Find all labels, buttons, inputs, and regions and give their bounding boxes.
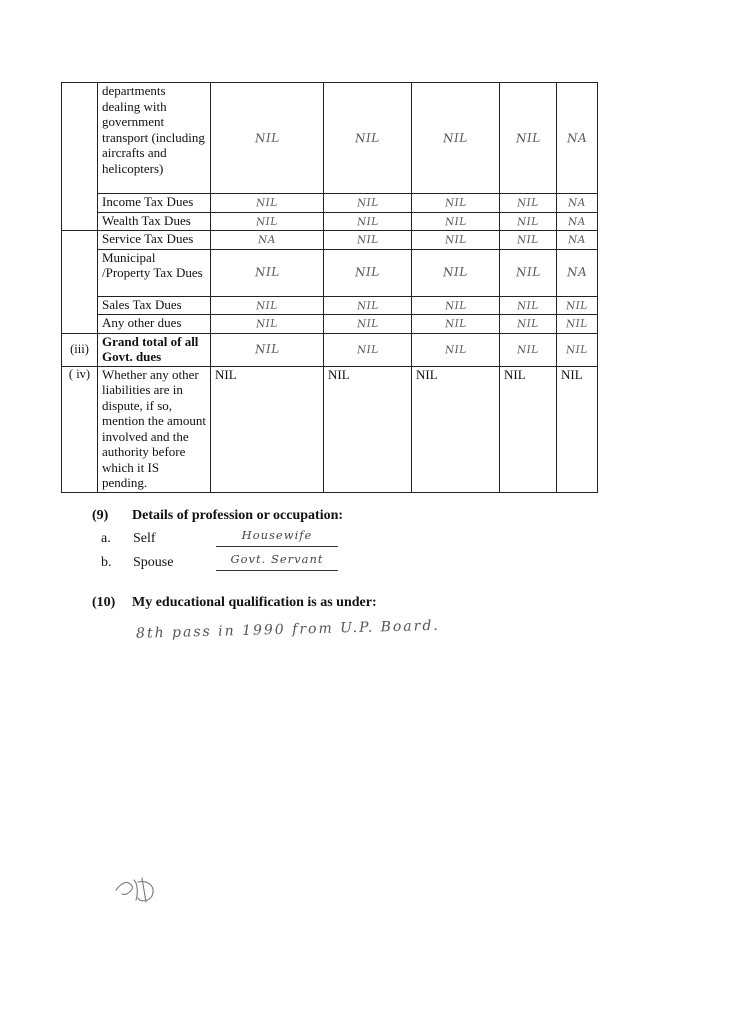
handwritten-value: NIL: [255, 196, 279, 210]
value-cell: [211, 296, 324, 315]
section-title: Details of profession or occupation:: [132, 508, 344, 523]
row-label: Grand total of all Govt. dues: [98, 333, 211, 366]
handwritten-value: NA: [566, 264, 588, 280]
handwritten-value: NIL: [442, 130, 469, 146]
value-cell: [412, 194, 500, 213]
handwritten-value: NIL: [516, 299, 540, 312]
handwritten-value: NIL: [356, 343, 379, 357]
handwritten-value: NIL: [516, 233, 540, 247]
handwritten-value: NIL: [516, 317, 540, 331]
value-cell: NIL: [412, 366, 500, 492]
section-index: (10): [92, 595, 116, 610]
initials-signature: [112, 872, 164, 906]
handwritten-value: NIL: [516, 215, 540, 228]
table-row: [62, 315, 598, 334]
handwritten-value: NIL: [565, 343, 589, 357]
handwritten-value: NIL: [255, 317, 279, 331]
handwritten-value: NIL: [356, 233, 379, 247]
table-row: [62, 83, 598, 194]
handwritten-value: NIL: [356, 215, 379, 228]
handwritten-value: NIL: [515, 264, 541, 280]
row-label: Income Tax Dues: [98, 194, 211, 213]
value-cell: [500, 296, 557, 315]
value-cell: [211, 83, 324, 194]
handwritten-value: NA: [257, 233, 277, 247]
table-body: [62, 83, 598, 493]
table-row: [62, 249, 598, 296]
row-number: [62, 83, 98, 231]
value-cell: [211, 194, 324, 213]
value-cell: [557, 83, 598, 194]
value-cell: [412, 83, 500, 194]
value-cell: NIL: [500, 366, 557, 492]
row-label: Any other dues: [98, 315, 211, 334]
value-cell: [324, 315, 412, 334]
row-label: Municipal /Property Tax Dues: [98, 249, 211, 296]
value-cell: [412, 315, 500, 334]
row-number: ( iv): [62, 366, 98, 492]
handwritten-value: NIL: [255, 299, 279, 312]
handwritten-education: 8th pass in 1990 from U.P. Board.: [135, 617, 440, 642]
handwritten-value: NIL: [254, 341, 280, 357]
value-cell: [500, 333, 557, 366]
value-cell: [211, 315, 324, 334]
handwritten-value: NIL: [255, 215, 279, 228]
handwritten-value: NIL: [354, 264, 381, 280]
value-cell: [500, 194, 557, 213]
row-label: departments dealing with government transport (including aircrafts and helicopters): [98, 83, 211, 194]
value-cell: [557, 212, 598, 231]
value-cell: [324, 194, 412, 213]
value-cell: [324, 333, 412, 366]
section-9-heading: [92, 507, 592, 525]
row-label: Wealth Tax Dues: [98, 212, 211, 231]
handwritten-value: NIL: [356, 299, 379, 312]
table-row: [62, 333, 598, 366]
value-cell: [557, 231, 598, 250]
value-cell: [211, 249, 324, 296]
value-cell: NIL: [324, 366, 412, 492]
value-cell: [500, 83, 557, 194]
value-cell: [557, 333, 598, 366]
govt-dues-table: [61, 82, 598, 493]
item-label: a.: [101, 531, 111, 546]
value-cell: [211, 333, 324, 366]
handwritten-value: NIL: [356, 317, 379, 331]
handwritten-value: NIL: [354, 130, 381, 146]
value-cell: [412, 212, 500, 231]
handwritten-answer: Housewife: [216, 526, 338, 547]
handwritten-value: NIL: [254, 130, 280, 146]
value-cell: [324, 296, 412, 315]
table-row: [62, 231, 598, 250]
handwritten-value: NIL: [444, 343, 467, 357]
item-name: Self: [133, 531, 156, 546]
section-10-heading: [92, 594, 612, 612]
handwritten-value: NIL: [516, 343, 540, 357]
row-number: [62, 231, 98, 334]
value-cell: [324, 83, 412, 194]
value-cell: [324, 249, 412, 296]
section-title: My educational qualification is as under:: [132, 595, 377, 610]
handwritten-value: NIL: [565, 299, 589, 312]
handwritten-value: NIL: [444, 215, 467, 228]
value-cell: [500, 249, 557, 296]
value-cell: [324, 231, 412, 250]
handwritten-value: NIL: [516, 196, 540, 210]
handwritten-value: NIL: [254, 264, 280, 280]
value-cell: [211, 231, 324, 250]
handwritten-value: NIL: [515, 130, 541, 146]
handwritten-value: NIL: [565, 317, 589, 331]
handwritten-value: NA: [567, 233, 587, 247]
table-row: [62, 366, 598, 492]
value-cell: [500, 231, 557, 250]
handwritten-value: NIL: [356, 196, 379, 210]
handwritten-value: NIL: [444, 317, 467, 331]
handwritten-value: NIL: [444, 299, 467, 312]
value-cell: [211, 212, 324, 231]
value-cell: NIL: [557, 366, 598, 492]
item-name: Spouse: [133, 555, 174, 570]
value-cell: [412, 296, 500, 315]
row-label: Whether any other liabilities are in dispute, if so, mention the amount involved and the authority before which it IS pending.: [98, 366, 211, 492]
spouse-occupation-row: [101, 554, 361, 572]
value-cell: [557, 315, 598, 334]
row-number: (iii): [62, 333, 98, 366]
value-cell: [557, 194, 598, 213]
value-cell: NIL: [211, 366, 324, 492]
section-index: (9): [92, 508, 109, 523]
table-row: [62, 212, 598, 231]
handwritten-value: NA: [566, 130, 588, 146]
handwritten-value: NA: [567, 196, 587, 210]
item-label: b.: [101, 555, 112, 570]
handwritten-value: NIL: [444, 233, 467, 247]
value-cell: [412, 333, 500, 366]
value-cell: [557, 249, 598, 296]
handwritten-answer: Govt. Servant: [216, 550, 338, 571]
value-cell: [412, 249, 500, 296]
value-cell: [557, 296, 598, 315]
handwritten-value: NIL: [444, 196, 467, 210]
value-cell: [500, 212, 557, 231]
row-label: Sales Tax Dues: [98, 296, 211, 315]
self-occupation-row: [101, 530, 361, 548]
handwritten-value: NIL: [442, 264, 469, 280]
row-label: Service Tax Dues: [98, 231, 211, 250]
value-cell: [412, 231, 500, 250]
value-cell: [324, 212, 412, 231]
table-row: [62, 296, 598, 315]
value-cell: [500, 315, 557, 334]
table-row: [62, 194, 598, 213]
handwritten-value: NA: [567, 215, 587, 228]
